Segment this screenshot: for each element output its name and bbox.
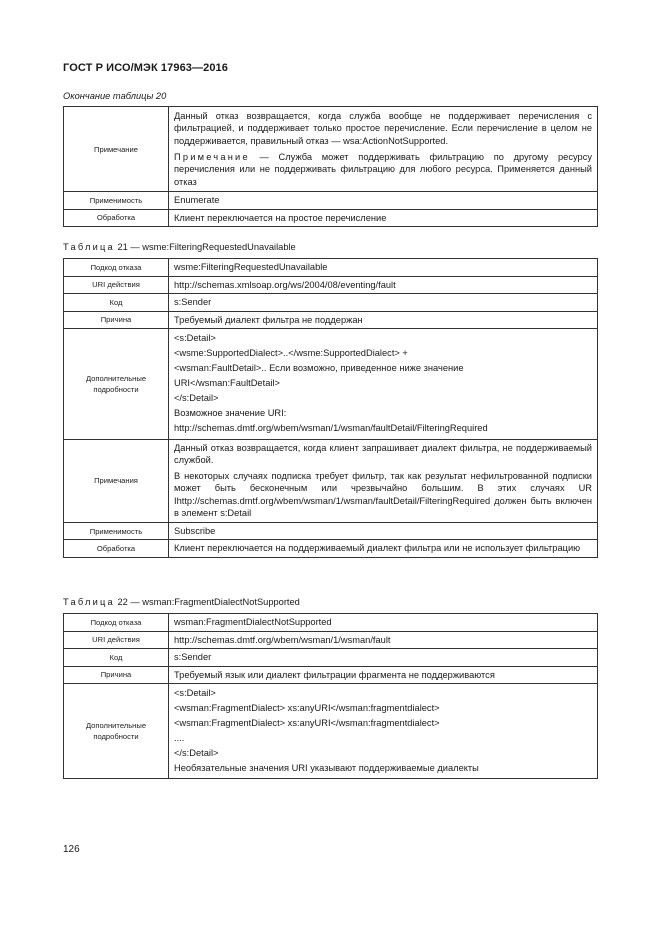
notes-cell xyxy=(169,439,598,522)
table22 xyxy=(63,613,598,779)
table-row xyxy=(64,276,598,294)
detail-cell xyxy=(169,329,598,439)
note-extra-paragraph xyxy=(174,151,592,189)
notes-label: Примечания xyxy=(64,439,169,522)
detail-line: http://schemas.dmtf.org/wbem/wsman/1/wsman/faultDetail/FilteringRequired xyxy=(174,423,488,434)
note-cell xyxy=(169,107,598,192)
detail-line: .... xyxy=(174,733,185,744)
detail-line: <wsme:SupportedDialect>..</wsme:SupportedDialect> + xyxy=(174,348,408,359)
code-value: s:Sender xyxy=(169,294,598,312)
detail-line: </s:Detail> xyxy=(174,393,219,404)
table22-caption-rest: 22 — wsman:FragmentDialectNotSupported xyxy=(114,597,300,607)
table-row xyxy=(64,540,598,558)
handling-label: Обработка xyxy=(64,540,169,558)
detail-line: <s:Detail> xyxy=(174,333,216,344)
table-row xyxy=(64,294,598,312)
table21 xyxy=(63,258,598,558)
handling-value: Клиент переключается на простое перечисление xyxy=(169,209,598,227)
reason-value: Требуемый язык или диалект фильтрации фрагмента не поддерживаются xyxy=(169,666,598,684)
applicability-label: Применимость xyxy=(64,192,169,210)
notes-paragraph-2: В некоторых случаях подписка требует фильтр, так как результат нефильтрованной подписки может быть бесконечным или чрезвычайно большим. В этих случаях UR Ihttp://schemas.dmtf.org/wbem/wsman/1/wsman/faultDetail/FilteringRequired должен быть включен в элемент s:Detail xyxy=(174,470,592,519)
detail-line: Необязательные значения URI указывают поддерживаемые диалекты xyxy=(174,763,479,774)
applicability-label: Применимость xyxy=(64,522,169,540)
table-row xyxy=(64,439,598,522)
table-row xyxy=(64,311,598,329)
detail-label: Дополнительные подробности xyxy=(64,684,169,779)
table-row xyxy=(64,684,598,779)
table-row xyxy=(64,209,598,227)
code-label: Код xyxy=(64,294,169,312)
reason-value: Требуемый диалект фильтра не поддержан xyxy=(169,311,598,329)
applicability-value: Enumerate xyxy=(169,192,598,210)
detail-line: </s:Detail> xyxy=(174,748,219,759)
subcode-value: wsman:FragmentDialectNotSupported xyxy=(169,614,598,632)
subcode-label: Подкод отказа xyxy=(64,614,169,632)
note-text: Данный отказ возвращается, когда служба вообще не поддерживает перечисления с фильтрацией, и поддерживает только простое перечисление. Если перечисление в целом не поддерживается, правильный отказ — wsa:ActionNotSupported. xyxy=(174,110,592,146)
handling-value: Клиент переключается на поддерживаемый диалект фильтра или не использует фильтрацию xyxy=(169,540,598,558)
table-row xyxy=(64,522,598,540)
table-row xyxy=(64,666,598,684)
table-row xyxy=(64,329,598,439)
reason-label: Причина xyxy=(64,666,169,684)
note-extra: — Служба может поддерживать фильтрацию по другому ресурсу перечисления или не поддерживать фильтрацию для любого ресурса. Применяется данный отказ xyxy=(174,151,592,187)
table-row xyxy=(64,614,598,632)
detail-line: <wsman:FragmentDialect> xs:anyURI</wsman:fragmentdialect> xyxy=(174,718,440,729)
table20-caption: Окончание таблицы 20 xyxy=(63,91,167,101)
note-label: Примечание xyxy=(64,107,169,192)
detail-cell xyxy=(169,684,598,779)
action-label: URI действия xyxy=(64,276,169,294)
table21-caption xyxy=(63,242,296,252)
action-value: http://schemas.dmtf.org/wbem/wsman/1/wsman/fault xyxy=(169,631,598,649)
reason-label: Причина xyxy=(64,311,169,329)
table21-caption-rest: 21 — wsme:FilteringRequestedUnavailable xyxy=(114,242,296,252)
applicability-value: Subscribe xyxy=(169,522,598,540)
note-prefix: Примечание xyxy=(174,151,250,162)
table-row xyxy=(64,107,598,192)
notes-paragraph-1: Данный отказ возвращается, когда клиент запрашивает диалект фильтра, не поддерживаемый службой. xyxy=(174,442,592,466)
action-label: URI действия xyxy=(64,631,169,649)
detail-line: URI</wsman:FaultDetail> xyxy=(174,378,280,389)
handling-label: Обработка xyxy=(64,209,169,227)
document-header: ГОСТ Р ИСО/МЭК 17963—2016 xyxy=(63,62,228,74)
action-value: http://schemas.xmlsoap.org/ws/2004/08/eventing/fault xyxy=(169,276,598,294)
table-row xyxy=(64,631,598,649)
page-number: 126 xyxy=(63,844,80,855)
table21-caption-prefix: Таблица xyxy=(63,242,115,252)
subcode-label: Подкод отказа xyxy=(64,259,169,277)
table20 xyxy=(63,106,598,227)
table22-caption-prefix: Таблица xyxy=(63,597,115,607)
code-label: Код xyxy=(64,649,169,667)
table22-caption xyxy=(63,597,300,607)
detail-label: Дополнительные подробности xyxy=(64,329,169,439)
subcode-value: wsme:FilteringRequestedUnavailable xyxy=(169,259,598,277)
table-row xyxy=(64,649,598,667)
detail-line: <wsman:FaultDetail>.. Если возможно, приведенное ниже значение xyxy=(174,363,464,374)
detail-line: Возможное значение URI: xyxy=(174,408,287,419)
table-row xyxy=(64,259,598,277)
table-row xyxy=(64,192,598,210)
detail-line: <s:Detail> xyxy=(174,688,216,699)
code-value: s:Sender xyxy=(169,649,598,667)
detail-line: <wsman:FragmentDialect> xs:anyURI</wsman:fragmentdialect> xyxy=(174,703,440,714)
